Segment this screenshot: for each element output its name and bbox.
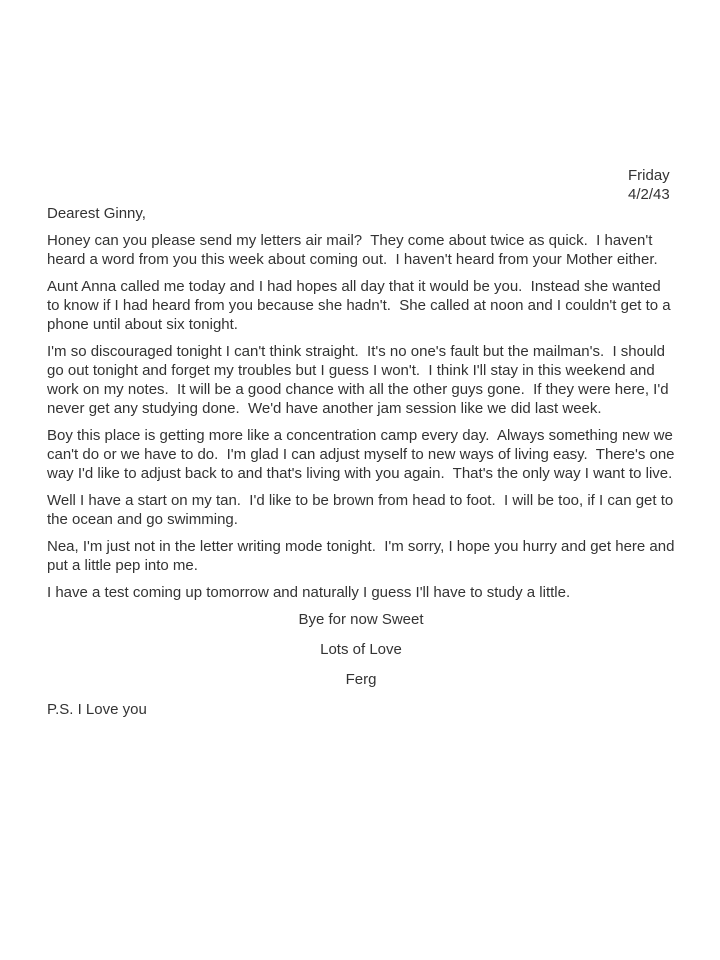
closing-line: Bye for now Sweet	[298, 611, 424, 628]
postscript: P.S. I Love you	[47, 701, 147, 718]
salutation: Dearest Ginny,	[47, 205, 146, 222]
closing-block	[47, 610, 675, 689]
letter-paragraph: Well I have a start on my tan. I'd like to be brown from head to foot. I will be too, if I can get to the ocean and go swimming.	[47, 492, 678, 528]
letter-body	[47, 166, 679, 727]
letter-paragraph: Nea, I'm just not in the letter writing mode tonight. I'm sorry, I hope you hurry and get here and put a little pep into me.	[47, 538, 679, 574]
closing-line: Ferg	[345, 671, 377, 688]
letter-paragraph: Honey can you please send my letters air mail? They come about twice as quick. I haven't heard a word from you this week about coming out. I haven't heard from your Mother either.	[47, 232, 658, 268]
date-block	[47, 166, 675, 204]
date-value: 4/2/43	[628, 186, 670, 203]
closing-line: Lots of Love	[320, 641, 402, 658]
date-day: Friday	[628, 167, 670, 184]
letter-paragraph: Boy this place is getting more like a concentration camp every day. Always something new we can't do or we have to do. I'm glad I can adjust myself to new ways of living easy. There's one way I'd like to adjust back to and that's living with you again. That's the only way I want to live.	[47, 427, 679, 482]
letter-paragraph: I'm so discouraged tonight I can't think straight. It's no one's fault but the mailman's. I should go out tonight and forget my troubles but I guess I won't. I think I'll stay in this weekend and work on my notes. It will be a good chance with all the other guys gone. If they were here, I'd never get any studying done. We'd have another jam session like we did last week.	[47, 343, 673, 417]
letter-paragraph: I have a test coming up tomorrow and naturally I guess I'll have to study a little.	[47, 584, 571, 601]
letter-paragraph: Aunt Anna called me today and I had hopes all day that it would be you. Instead she wanted to know if I had heard from you because she hadn't. She called at noon and I couldn't get to a phone until about six tonight.	[47, 278, 675, 333]
